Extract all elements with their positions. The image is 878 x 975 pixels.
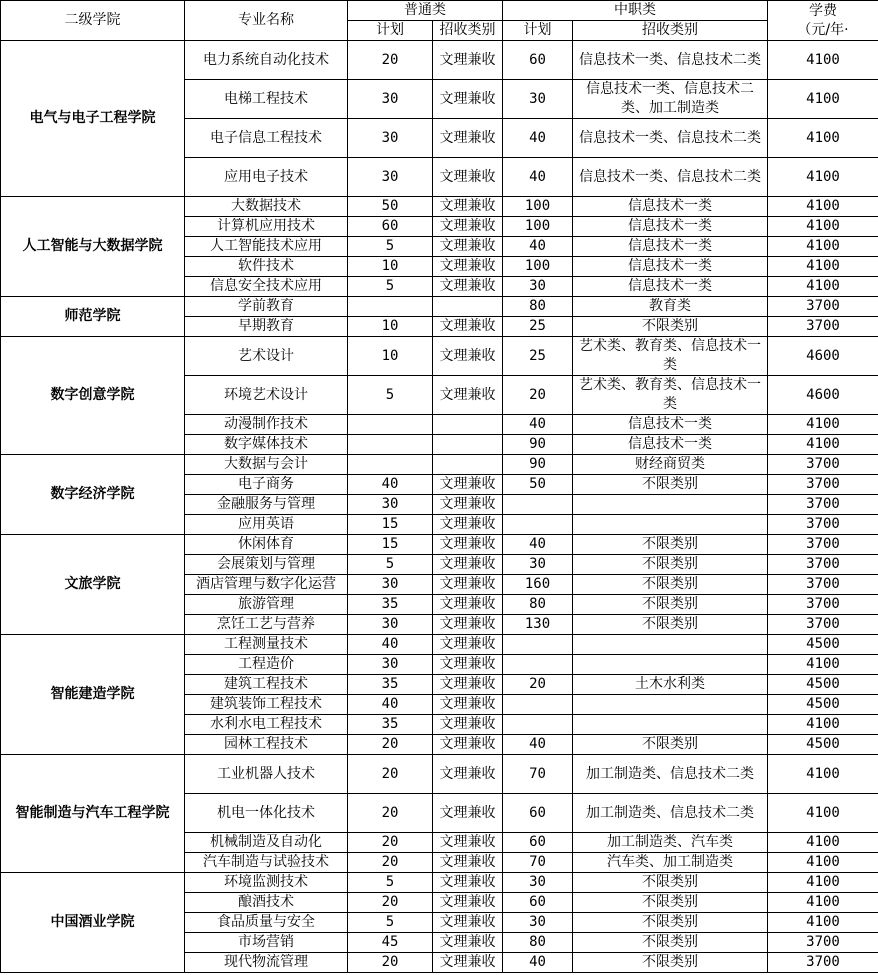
table-row xyxy=(1,635,878,655)
tuition-fee: 4100 xyxy=(768,435,878,455)
tuition-fee: 4100 xyxy=(768,257,878,277)
general-category xyxy=(433,435,503,455)
vocational-category xyxy=(573,635,768,655)
vocational-plan: 30 xyxy=(503,277,573,297)
general-plan: 35 xyxy=(348,595,433,615)
tuition-fee: 3700 xyxy=(768,455,878,475)
general-plan: 15 xyxy=(348,515,433,535)
vocational-plan xyxy=(503,695,573,715)
general-category: 文理兼收 xyxy=(433,217,503,237)
tuition-fee: 3700 xyxy=(768,515,878,535)
tuition-fee: 4500 xyxy=(768,695,878,715)
major-name: 市场营销 xyxy=(185,933,348,953)
general-plan: 45 xyxy=(348,933,433,953)
vocational-plan: 30 xyxy=(503,555,573,575)
header-gen-plan: 计划 xyxy=(348,21,433,41)
major-name: 工程造价 xyxy=(185,655,348,675)
table-row xyxy=(1,455,878,475)
general-category: 文理兼收 xyxy=(433,715,503,735)
major-name: 信息安全技术应用 xyxy=(185,277,348,297)
general-category: 文理兼收 xyxy=(433,237,503,257)
general-category: 文理兼收 xyxy=(433,615,503,635)
vocational-plan: 100 xyxy=(503,197,573,217)
general-plan: 5 xyxy=(348,873,433,893)
tuition-fee: 3700 xyxy=(768,297,878,317)
major-name: 机械制造及自动化 xyxy=(185,833,348,853)
general-plan: 20 xyxy=(348,755,433,794)
vocational-category xyxy=(573,495,768,515)
vocational-plan: 130 xyxy=(503,615,573,635)
college-name: 智能建造学院 xyxy=(1,635,185,755)
vocational-plan: 80 xyxy=(503,297,573,317)
general-plan: 35 xyxy=(348,675,433,695)
vocational-category: 加工制造类、汽车类 xyxy=(573,833,768,853)
vocational-plan: 70 xyxy=(503,755,573,794)
tuition-fee: 4100 xyxy=(768,893,878,913)
tuition-fee: 3700 xyxy=(768,575,878,595)
college-name: 电气与电子工程学院 xyxy=(1,41,185,197)
general-category: 文理兼收 xyxy=(433,755,503,794)
general-category: 文理兼收 xyxy=(433,655,503,675)
major-name: 酿酒技术 xyxy=(185,893,348,913)
vocational-plan: 80 xyxy=(503,933,573,953)
tuition-fee: 3700 xyxy=(768,615,878,635)
table-row xyxy=(1,873,878,893)
vocational-category: 教育类 xyxy=(573,297,768,317)
college-name: 文旅学院 xyxy=(1,535,185,635)
general-category: 文理兼收 xyxy=(433,953,503,973)
vocational-category: 财经商贸类 xyxy=(573,455,768,475)
general-category: 文理兼收 xyxy=(433,933,503,953)
vocational-category: 不限类别 xyxy=(573,317,768,337)
general-category: 文理兼收 xyxy=(433,119,503,158)
vocational-category: 信息技术一类 xyxy=(573,197,768,217)
tuition-fee: 4100 xyxy=(768,119,878,158)
tuition-fee: 4500 xyxy=(768,635,878,655)
vocational-plan xyxy=(503,635,573,655)
tuition-fee: 3700 xyxy=(768,595,878,615)
major-name: 艺术设计 xyxy=(185,337,348,376)
vocational-plan: 30 xyxy=(503,80,573,119)
header-college: 二级学院 xyxy=(1,1,185,41)
general-plan: 30 xyxy=(348,655,433,675)
major-name: 现代物流管理 xyxy=(185,953,348,973)
vocational-plan: 40 xyxy=(503,237,573,257)
general-plan: 5 xyxy=(348,376,433,415)
general-category: 文理兼收 xyxy=(433,535,503,555)
vocational-plan: 60 xyxy=(503,794,573,833)
general-plan: 30 xyxy=(348,80,433,119)
tuition-fee: 4100 xyxy=(768,655,878,675)
general-plan: 40 xyxy=(348,695,433,715)
general-category: 文理兼收 xyxy=(433,873,503,893)
general-category: 文理兼收 xyxy=(433,475,503,495)
general-category: 文理兼收 xyxy=(433,595,503,615)
major-name: 电子信息工程技术 xyxy=(185,119,348,158)
major-name: 工程测量技术 xyxy=(185,635,348,655)
tuition-fee: 4100 xyxy=(768,237,878,257)
general-plan: 30 xyxy=(348,575,433,595)
tuition-fee: 4100 xyxy=(768,197,878,217)
general-plan: 40 xyxy=(348,635,433,655)
vocational-category: 加工制造类、信息技术二类 xyxy=(573,794,768,833)
tuition-fee: 3700 xyxy=(768,535,878,555)
tuition-fee: 4100 xyxy=(768,217,878,237)
major-name: 软件技术 xyxy=(185,257,348,277)
major-name: 大数据与会计 xyxy=(185,455,348,475)
vocational-category: 艺术类、教育类、信息技术一类 xyxy=(573,337,768,376)
major-name: 人工智能技术应用 xyxy=(185,237,348,257)
major-name: 建筑工程技术 xyxy=(185,675,348,695)
table-row xyxy=(1,535,878,555)
general-category: 文理兼收 xyxy=(433,317,503,337)
vocational-plan: 60 xyxy=(503,41,573,80)
tuition-fee: 4100 xyxy=(768,794,878,833)
general-plan: 5 xyxy=(348,237,433,257)
vocational-category: 信息技术一类、信息技术二类 xyxy=(573,41,768,80)
major-name: 工业机器人技术 xyxy=(185,755,348,794)
vocational-plan: 70 xyxy=(503,853,573,873)
major-name: 动漫制作技术 xyxy=(185,415,348,435)
general-category: 文理兼收 xyxy=(433,495,503,515)
vocational-category xyxy=(573,515,768,535)
general-plan xyxy=(348,435,433,455)
major-name: 食品质量与安全 xyxy=(185,913,348,933)
vocational-category: 信息技术一类 xyxy=(573,217,768,237)
major-name: 大数据技术 xyxy=(185,197,348,217)
tuition-fee: 4100 xyxy=(768,833,878,853)
vocational-category: 艺术类、教育类、信息技术一类 xyxy=(573,376,768,415)
header-voc-category: 招收类别 xyxy=(573,21,768,41)
college-name: 智能制造与汽车工程学院 xyxy=(1,755,185,873)
general-category: 文理兼收 xyxy=(433,337,503,376)
header-voc-plan: 计划 xyxy=(503,21,573,41)
tuition-fee: 4100 xyxy=(768,913,878,933)
major-name: 学前教育 xyxy=(185,297,348,317)
general-category xyxy=(433,415,503,435)
general-category: 文理兼收 xyxy=(433,158,503,197)
vocational-category: 信息技术一类、信息技术二类、加工制造类 xyxy=(573,80,768,119)
tuition-fee: 4500 xyxy=(768,735,878,755)
vocational-plan: 100 xyxy=(503,217,573,237)
college-name: 师范学院 xyxy=(1,297,185,337)
vocational-category: 信息技术一类 xyxy=(573,277,768,297)
vocational-category: 不限类别 xyxy=(573,615,768,635)
vocational-category: 信息技术一类 xyxy=(573,257,768,277)
vocational-category: 汽车类、加工制造类 xyxy=(573,853,768,873)
general-plan: 40 xyxy=(348,475,433,495)
major-name: 应用英语 xyxy=(185,515,348,535)
tuition-fee: 4100 xyxy=(768,715,878,735)
major-name: 建筑装饰工程技术 xyxy=(185,695,348,715)
tuition-fee: 3700 xyxy=(768,953,878,973)
vocational-plan: 50 xyxy=(503,475,573,495)
header-general: 普通类 xyxy=(348,1,503,21)
general-plan: 20 xyxy=(348,41,433,80)
header-row-1 xyxy=(1,1,878,21)
major-name: 酒店管理与数字化运营 xyxy=(185,575,348,595)
general-plan: 60 xyxy=(348,217,433,237)
header-major: 专业名称 xyxy=(185,1,348,41)
header-vocational: 中职类 xyxy=(503,1,768,21)
major-name: 数字媒体技术 xyxy=(185,435,348,455)
tuition-fee: 3700 xyxy=(768,933,878,953)
general-plan: 20 xyxy=(348,735,433,755)
vocational-category: 不限类别 xyxy=(573,555,768,575)
tuition-fee: 3700 xyxy=(768,495,878,515)
major-name: 水利水电工程技术 xyxy=(185,715,348,735)
vocational-category: 不限类别 xyxy=(573,873,768,893)
vocational-plan xyxy=(503,715,573,735)
vocational-plan: 25 xyxy=(503,317,573,337)
table-row xyxy=(1,337,878,376)
major-name: 园林工程技术 xyxy=(185,735,348,755)
major-name: 应用电子技术 xyxy=(185,158,348,197)
vocational-plan: 30 xyxy=(503,913,573,933)
table-row xyxy=(1,755,878,794)
major-name: 金融服务与管理 xyxy=(185,495,348,515)
tuition-fee: 3700 xyxy=(768,317,878,337)
table-row xyxy=(1,197,878,217)
vocational-category xyxy=(573,695,768,715)
general-plan: 5 xyxy=(348,277,433,297)
general-category: 文理兼收 xyxy=(433,853,503,873)
general-category: 文理兼收 xyxy=(433,735,503,755)
vocational-plan xyxy=(503,655,573,675)
vocational-category: 土木水利类 xyxy=(573,675,768,695)
vocational-category: 不限类别 xyxy=(573,933,768,953)
major-name: 烹饪工艺与营养 xyxy=(185,615,348,635)
general-plan: 10 xyxy=(348,257,433,277)
general-plan: 20 xyxy=(348,833,433,853)
tuition-fee: 4100 xyxy=(768,277,878,297)
major-name: 计算机应用技术 xyxy=(185,217,348,237)
general-category: 文理兼收 xyxy=(433,913,503,933)
vocational-category: 信息技术一类 xyxy=(573,237,768,257)
vocational-category xyxy=(573,715,768,735)
vocational-plan: 60 xyxy=(503,893,573,913)
tuition-fee: 4100 xyxy=(768,415,878,435)
general-category xyxy=(433,455,503,475)
vocational-plan: 40 xyxy=(503,535,573,555)
general-category: 文理兼收 xyxy=(433,675,503,695)
vocational-category: 信息技术一类、信息技术二类 xyxy=(573,119,768,158)
general-plan: 50 xyxy=(348,197,433,217)
vocational-plan: 40 xyxy=(503,735,573,755)
vocational-plan: 60 xyxy=(503,833,573,853)
general-plan: 30 xyxy=(348,615,433,635)
general-category: 文理兼收 xyxy=(433,277,503,297)
tuition-fee: 4100 xyxy=(768,80,878,119)
table-row xyxy=(1,297,878,317)
general-plan: 5 xyxy=(348,913,433,933)
general-category: 文理兼收 xyxy=(433,555,503,575)
general-category: 文理兼收 xyxy=(433,794,503,833)
tuition-fee: 4600 xyxy=(768,337,878,376)
general-plan: 15 xyxy=(348,535,433,555)
general-category: 文理兼收 xyxy=(433,515,503,535)
header-fee xyxy=(768,1,878,41)
vocational-category: 不限类别 xyxy=(573,535,768,555)
college-name: 数字创意学院 xyxy=(1,337,185,455)
tuition-fee: 4100 xyxy=(768,755,878,794)
general-category: 文理兼收 xyxy=(433,80,503,119)
general-plan: 30 xyxy=(348,495,433,515)
vocational-plan: 80 xyxy=(503,595,573,615)
major-name: 电梯工程技术 xyxy=(185,80,348,119)
general-plan: 5 xyxy=(348,555,433,575)
table-row xyxy=(1,41,878,80)
vocational-category: 加工制造类、信息技术二类 xyxy=(573,755,768,794)
vocational-category: 不限类别 xyxy=(573,735,768,755)
vocational-category: 信息技术一类 xyxy=(573,435,768,455)
general-category xyxy=(433,297,503,317)
college-name: 人工智能与大数据学院 xyxy=(1,197,185,297)
general-plan: 30 xyxy=(348,119,433,158)
vocational-plan: 40 xyxy=(503,953,573,973)
general-plan: 20 xyxy=(348,853,433,873)
vocational-plan xyxy=(503,515,573,535)
general-plan xyxy=(348,297,433,317)
header-gen-category: 招收类别 xyxy=(433,21,503,41)
tuition-fee: 4100 xyxy=(768,41,878,80)
header-fee-line1: 学费 xyxy=(809,2,837,19)
vocational-plan: 25 xyxy=(503,337,573,376)
general-plan xyxy=(348,415,433,435)
tuition-fee: 4600 xyxy=(768,376,878,415)
major-name: 环境艺术设计 xyxy=(185,376,348,415)
general-plan: 20 xyxy=(348,794,433,833)
general-category: 文理兼收 xyxy=(433,893,503,913)
vocational-category: 不限类别 xyxy=(573,893,768,913)
general-category: 文理兼收 xyxy=(433,833,503,853)
vocational-category: 不限类别 xyxy=(573,953,768,973)
vocational-category: 信息技术一类、信息技术二类 xyxy=(573,158,768,197)
vocational-plan xyxy=(503,495,573,515)
tuition-fee: 3700 xyxy=(768,475,878,495)
major-name: 汽车制造与试验技术 xyxy=(185,853,348,873)
general-plan: 35 xyxy=(348,715,433,735)
vocational-plan: 20 xyxy=(503,376,573,415)
general-plan: 30 xyxy=(348,158,433,197)
major-name: 旅游管理 xyxy=(185,595,348,615)
vocational-plan: 40 xyxy=(503,158,573,197)
header-fee-line2: （元/年· xyxy=(797,21,849,38)
major-name: 环境监测技术 xyxy=(185,873,348,893)
tuition-fee: 4100 xyxy=(768,853,878,873)
major-name: 会展策划与管理 xyxy=(185,555,348,575)
vocational-plan: 40 xyxy=(503,415,573,435)
general-plan: 10 xyxy=(348,317,433,337)
vocational-plan: 100 xyxy=(503,257,573,277)
general-plan xyxy=(348,455,433,475)
major-name: 休闲体育 xyxy=(185,535,348,555)
vocational-category xyxy=(573,655,768,675)
vocational-plan: 160 xyxy=(503,575,573,595)
vocational-category: 不限类别 xyxy=(573,575,768,595)
major-name: 机电一体化技术 xyxy=(185,794,348,833)
general-plan: 20 xyxy=(348,893,433,913)
general-category: 文理兼收 xyxy=(433,376,503,415)
vocational-category: 不限类别 xyxy=(573,595,768,615)
vocational-plan: 40 xyxy=(503,119,573,158)
vocational-plan: 30 xyxy=(503,873,573,893)
general-category: 文理兼收 xyxy=(433,257,503,277)
tuition-fee: 4100 xyxy=(768,158,878,197)
general-plan: 10 xyxy=(348,337,433,376)
vocational-category: 不限类别 xyxy=(573,475,768,495)
general-plan: 20 xyxy=(348,953,433,973)
college-name: 数字经济学院 xyxy=(1,455,185,535)
general-category: 文理兼收 xyxy=(433,635,503,655)
general-category: 文理兼收 xyxy=(433,197,503,217)
major-name: 电子商务 xyxy=(185,475,348,495)
vocational-plan: 90 xyxy=(503,435,573,455)
general-category: 文理兼收 xyxy=(433,575,503,595)
general-category: 文理兼收 xyxy=(433,41,503,80)
vocational-category: 不限类别 xyxy=(573,913,768,933)
tuition-fee: 4100 xyxy=(768,873,878,893)
major-name: 电力系统自动化技术 xyxy=(185,41,348,80)
general-category: 文理兼收 xyxy=(433,695,503,715)
tuition-fee: 4500 xyxy=(768,675,878,695)
vocational-category: 信息技术一类 xyxy=(573,415,768,435)
college-name: 中国酒业学院 xyxy=(1,873,185,973)
vocational-plan: 20 xyxy=(503,675,573,695)
vocational-plan: 90 xyxy=(503,455,573,475)
major-name: 早期教育 xyxy=(185,317,348,337)
tuition-fee: 3700 xyxy=(768,555,878,575)
